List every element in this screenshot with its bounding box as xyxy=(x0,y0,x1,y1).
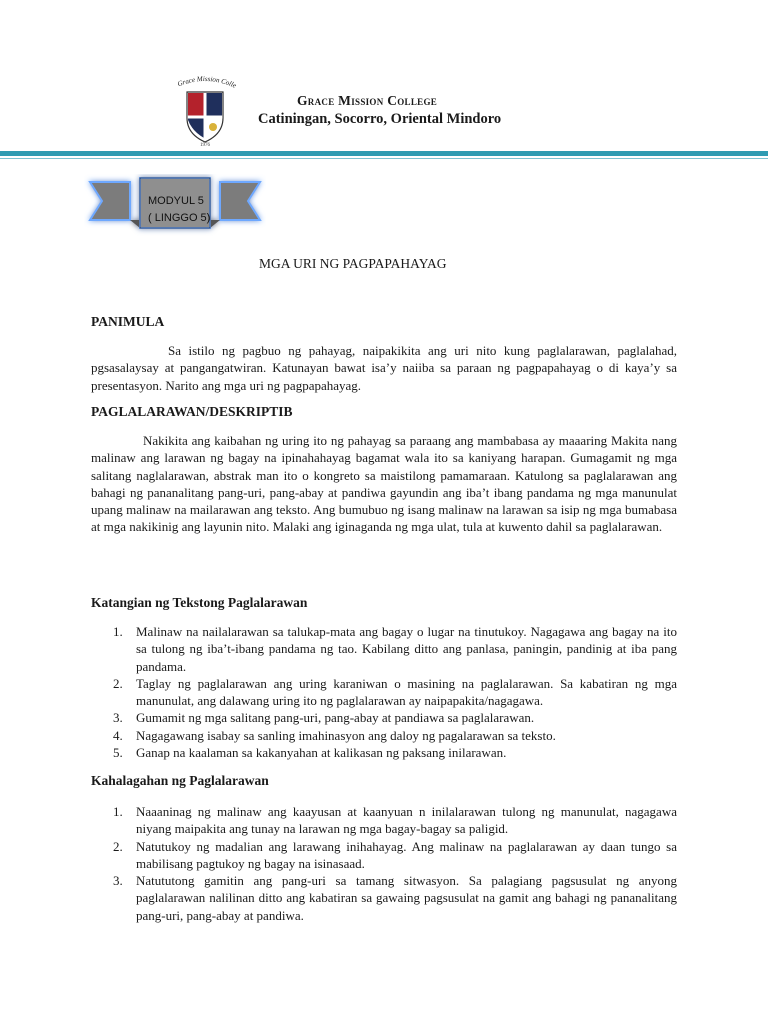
list-text: Malinaw na nailalarawan sa talukap-mata ang bagay o lugar na tinutukoy. Nagagawa ang bagay na ito sa tulong ng iba’t-ibang pandama ng tao. Kabilang ditto ang panlasa, paningin, pandinig at iba pang pandama. xyxy=(136,624,677,674)
svg-text:Grace Mission College xyxy=(165,74,238,90)
list-text: Natututong gamitin ang pang-uri sa tamang sitwasyon. Sa palagiang pagsusulat ng anyong paglalarawan nalilinan ditto ang kabatiran sa gawaing pagsusulat na gamit ang bahagi ng pananalitang pang-uri, pang-abay at pandiwa. xyxy=(136,873,677,923)
module-week: ( LINGGO 5) xyxy=(148,212,211,224)
list-item xyxy=(113,675,677,710)
list-text: Natutukoy ng madalian ang larawang inihahayag. Ang malinaw na paglalarawan ay daan tungo sa mabilisang pagtukoy ng bagay na isinasaad. xyxy=(136,838,677,871)
list-number: 3. xyxy=(113,873,123,889)
panimula-heading: PANIMULA xyxy=(91,314,165,329)
list-text: Taglay ng paglalarawan ang uring karaniwan o masining na paglalarawan. Sa kabatiran ng mga manunulat, ang dalawang uring ito ng paglalarawan ay naipapakita/nagagawa. xyxy=(136,675,677,709)
kahalagahan-list xyxy=(113,803,677,924)
list-number: 5. xyxy=(113,745,123,761)
katangian-list xyxy=(113,623,677,761)
header-divider-thin xyxy=(0,158,768,159)
list-text: Naaaninag ng malinaw ang kaayusan at kaanyuan n inilalarawan tulong ng manunulat, nagagawa niyang maipakita ang tunay na larawan ng mga bagay-bagay sa paligid. xyxy=(136,804,677,837)
school-address: Catiningan, Socorro, Oriental Mindoro xyxy=(258,111,502,127)
deskriptib-heading: PAGLALARAWAN/DESKRIPTIB xyxy=(91,404,293,419)
list-number: 2. xyxy=(113,675,123,691)
module-label xyxy=(148,193,210,227)
list-item xyxy=(113,709,677,726)
list-text: Ganap na kaalaman sa kakanyahan at kalikasan ng paksang inilarawan. xyxy=(136,745,507,761)
kahalagahan-heading: Kahalagahan ng Paglalarawan xyxy=(91,773,269,788)
college-seal-logo xyxy=(165,74,245,148)
list-item xyxy=(113,623,677,675)
deskriptib-paragraph: Nakikita ang kaibahan ng uring ito ng pahayag sa paraang ang mambabasa ay maaaring Makita nang malinaw ang larawan ng bagay na ipinahahayag bagamat wala ito sa kaniyang harapan. Gumagamit ng mga salitang naglalarawan, abstrak man ito o kongreto sa maistilong pamamaraan. Katulong sa paglalarawan ang bahagi ng pananalitang pang-uri, pang-abay at pandiwa gayundin ang iba’t ibang pandama ng mga manunulat upang malinaw na mailarawan ang teksto. Ang bumubuo ng isang malinaw na larawan sa isip ng mga bumabasa at mga nakikinig ang layunin nito. Malaki ang iginaganda ng mga ulat, tula at kuwento dahil sa paglalarawan. xyxy=(91,433,677,535)
list-number: 2. xyxy=(113,838,123,854)
list-item xyxy=(113,838,677,873)
list-item xyxy=(113,727,677,744)
document-title: MGA URI NG PAGPAPAHAYAG xyxy=(259,256,447,271)
list-number: 4. xyxy=(113,727,123,743)
list-text: Gumamit ng mga salitang pang-uri, pang-abay at pandiawa sa paglalarawan. xyxy=(136,710,535,726)
panimula-paragraph: Sa istilo ng pagbuo ng pahayag, naipakikita ang uri nito kung paglalarawan, paglalahad, pgsasalaysay at pangangatwiran. Katunayan bawat isa’y naiiba sa paraan ng pagpapahayag o di kaya’y sa presentasyon. Narito ang mga uri ng pagpapahayag. xyxy=(91,343,677,393)
list-item xyxy=(113,803,677,838)
list-item xyxy=(113,872,677,924)
katangian-heading: Katangian ng Tekstong Paglalarawan xyxy=(91,595,308,610)
logo-year: 1976 xyxy=(200,143,210,148)
module-number: MODYUL 5 xyxy=(148,195,204,207)
list-number: 1. xyxy=(113,624,123,639)
list-text: Nagagawang isabay sa sanling imahinasyon ang daloy ng pagalarawan sa teksto. xyxy=(136,727,556,743)
header-divider xyxy=(0,151,768,156)
list-number: 3. xyxy=(113,710,123,726)
logo-arc-text: Grace Mission Colle xyxy=(176,74,238,90)
list-number: 1. xyxy=(113,804,123,819)
list-item xyxy=(113,744,677,761)
school-name: Grace Mission College xyxy=(297,93,438,108)
